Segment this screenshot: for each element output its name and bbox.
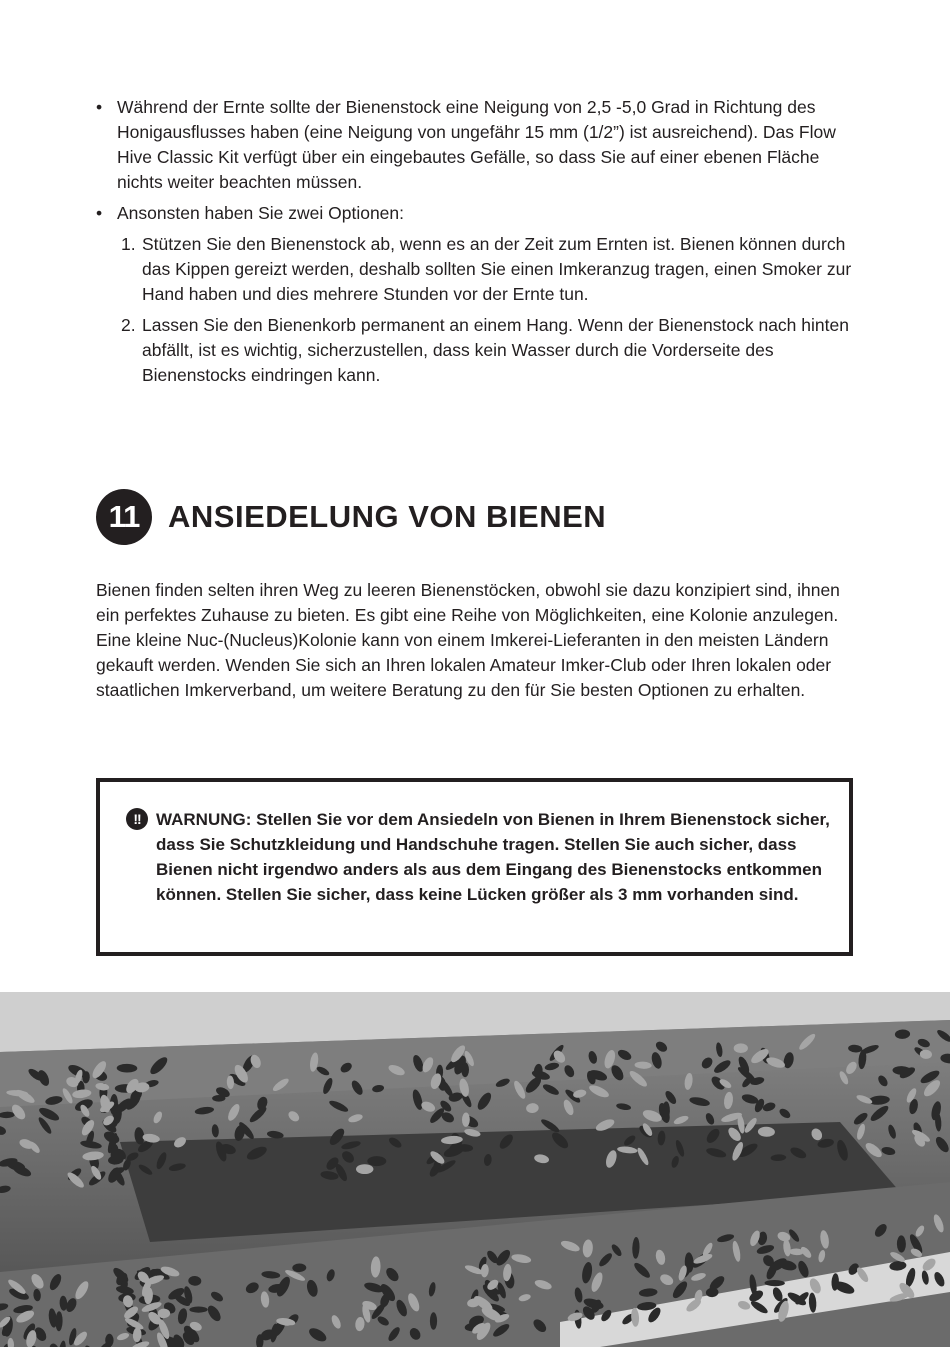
bullet-text: Während der Ernte sollte der Bienenstock eine Neigung von 2,5 -5,0 Grad in Richtung des Honigausflusses haben (eine Neigung von ungefähr 15 mm (1/2”) ist ausreichend). Das Flow Hive Classic Kit verfügt über ein eingebautes Gefälle, so dass Sie auf einer ebenen Fläche nichts weiter beachten müssen. bbox=[117, 97, 836, 192]
bee-shape bbox=[356, 1164, 373, 1174]
bee-shape bbox=[189, 1307, 207, 1313]
section-title: ANSIEDELUNG VON BIENEN bbox=[168, 499, 607, 534]
list-item bbox=[121, 313, 866, 388]
list-item bbox=[96, 201, 866, 394]
section-heading bbox=[96, 489, 606, 545]
bullet-text: Ansonsten haben Sie zwei Optionen: bbox=[117, 203, 404, 223]
options-list bbox=[121, 232, 866, 388]
item-number: 2. bbox=[121, 315, 136, 335]
warning-icon: !! bbox=[126, 808, 148, 830]
item-text: Lassen Sie den Bienenkorb permanent an einem Hang. Wenn der Bienenstock nach hinten abfällt, ist es wichtig, sicherzustellen, dass kein Wasser durch die Vorderseite des Bienenstocks eindringen kann. bbox=[142, 315, 849, 385]
item-text: Stützen Sie den Bienenstock ab, wenn es an der Zeit zum Ernten ist. Bienen können durch das Kippen gereizt werden, deshalb sollten Sie einen Imkeranzug tragen, einen Smoker zur Hand haben und dies mehrere Stunden vor der Ernte tun. bbox=[142, 234, 852, 304]
list-item bbox=[96, 95, 866, 195]
item-number: 1. bbox=[121, 234, 136, 254]
bee-frame-illustration bbox=[0, 992, 950, 1347]
bee-shape bbox=[367, 1156, 386, 1166]
intro-paragraph: Bienen finden selten ihren Weg zu leeren Bienenstöcken, obwohl sie dazu konzipiert sind, ihnen ein perfektes Zuhause zu bieten. Es gibt eine Reihe von Möglichkeiten, eine Kolonie anzulegen. Eine kleine Nuc-(Nucleus)Kolonie kann von einem Imkerei-Lieferanten in den meisten Ländern gekauft werden. Wenden Sie sich an Ihren lokalen Amateur Imker-Club oder Ihren lokalen oder staatlichen Imkerverband, um weitere Beratung zu den für Sie besten Optionen zu erhalten. bbox=[96, 580, 840, 700]
warning-text: WARNUNG: Stellen Sie vor dem Ansiedeln von Bienen in Ihrem Bienenstock sicher, dass Sie Schutzkleidung und Handschuhe tragen. Stellen Sie auch sicher, dass Bienen nicht irgendwo anders als aus dem Eingang des Bienenstocks entkommen können. Stellen Sie sicher, dass keine Lücken größer als 3 mm vorhanden sind. bbox=[156, 810, 830, 904]
harvest-tilt-list bbox=[96, 95, 866, 400]
bee-shape bbox=[430, 1312, 437, 1330]
bee-shape bbox=[105, 1334, 113, 1347]
bee-frame-photo bbox=[0, 992, 950, 1347]
warning-box bbox=[96, 778, 853, 956]
bee-shape bbox=[734, 1043, 748, 1053]
list-item bbox=[121, 232, 866, 307]
bullet-mark: • bbox=[96, 203, 103, 223]
section-number-badge: 11 bbox=[96, 489, 152, 545]
bee-shape bbox=[461, 1062, 469, 1077]
bullet-mark: • bbox=[96, 97, 103, 117]
